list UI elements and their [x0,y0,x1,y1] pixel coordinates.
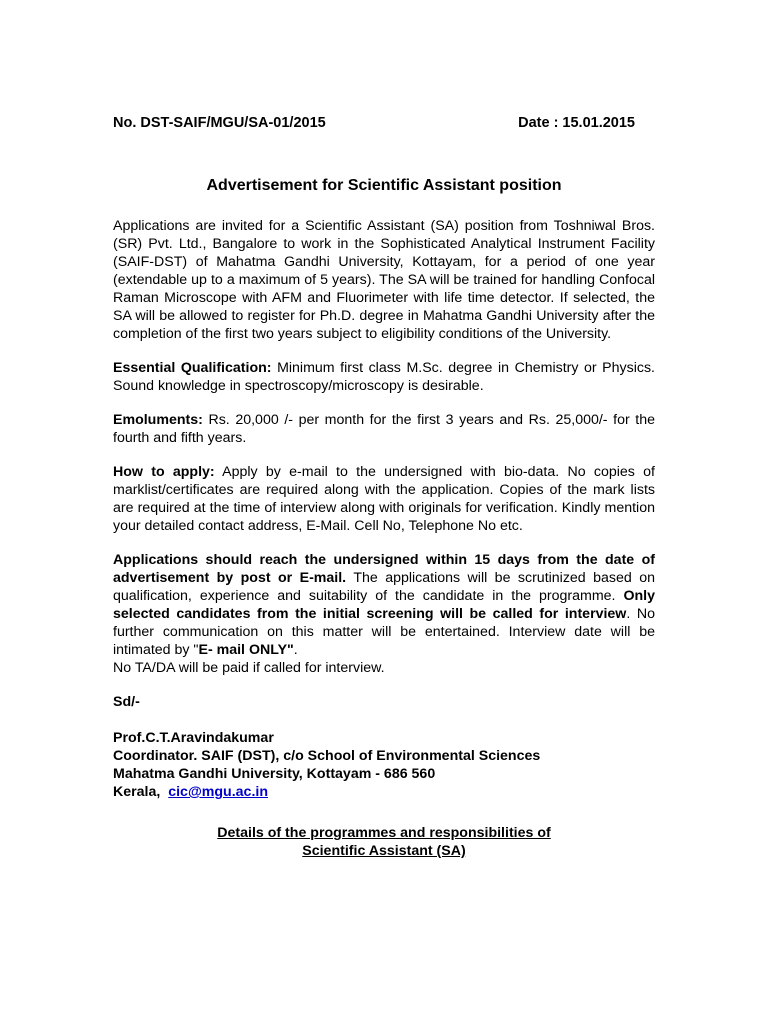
signature-sd: Sd/- [113,694,140,710]
signatory-state-line [113,783,655,801]
emoluments-paragraph [113,411,655,447]
applications-text-2: . No further communication on this matter will be entertained. Interview date will be intimated by " [113,606,655,658]
how-to-apply-paragraph [113,463,655,535]
signatory-designation: Coordinator. SAIF (DST), c/o School of Environmental Sciences [113,748,541,764]
how-to-apply-text: Apply by e-mail to the undersigned with bio-data. No copies of marklist/certificates are required along with the application. Copies of the mark lists are required at the time of interview along with originals for verification. Kindly mention your detailed contact address, E-Mail. Cell No, Telephone No etc. [113,464,655,534]
reference-number: No. DST-SAIF/MGU/SA-01/2015 [113,115,326,131]
emoluments-text: Rs. 20,000 /- per month for the first 3 years and Rs. 25,000/- for the fourth and fifth years. [113,412,655,446]
document-body [113,217,655,860]
details-heading-line-1: Details of the programmes and responsibilities of [217,825,551,841]
applications-text-3: . [293,642,298,658]
signatory-name: Prof.C.T.Aravindakumar [113,730,274,746]
how-to-apply-label: How to apply: [113,464,215,480]
email-link[interactable]: cic@mgu.ac.in [168,784,268,800]
applications-email-only: E- mail ONLY" [198,642,294,658]
details-heading-line-2: Scientific Assistant (SA) [302,843,466,859]
qualification-text: Minimum first class M.Sc. degree in Chemistry or Physics. Sound knowledge in spectroscopy/microscopy is desirable. [113,360,656,394]
signatory-state: Kerala, [113,784,161,800]
applications-paragraph [113,551,655,677]
intro-paragraph: Applications are invited for a Scientific Assistant (SA) position from Toshniwal Bros.(SR) Pvt. Ltd., Bangalore to work in the Sophisticated Analytical Instrument Facility (SAIF-DST) of Mahatma Gandhi University, Kottayam, for a period of one year (extendable up to a maximum of 5 years). The SA will be trained for handling Confocal Raman Microscope with AFM and Fluorimeter with life time detector. If selected, the SA will be allowed to register for Ph.D. degree in Mahatma Gandhi University after the completion of the first two years subject to eligibility conditions of the University. [113,218,655,342]
signature-block [113,693,655,801]
qualification-paragraph [113,359,655,395]
qualification-label: Essential Qualification: [113,360,272,376]
document-date: Date : 15.01.2015 [518,115,635,131]
emoluments-label: Emoluments: [113,412,203,428]
applications-deadline: Applications should reach the undersigned within 15 days from the date of advertisement by post or E-mail. [113,552,655,586]
reference-line [113,115,635,131]
page-title: Advertisement for Scientific Assistant position [206,177,562,194]
details-heading [113,824,655,860]
no-tada-note: No TA/DA will be paid if called for interview. [113,660,385,676]
applications-text-1: The applications will be scrutinized based on qualification, experience and suitability of the candidate in the programme. [113,570,655,604]
signatory-address: Mahatma Gandhi University, Kottayam - 686 560 [113,766,436,782]
applications-shortlist-note: Only selected candidates from the initial screening will be called for interview [113,588,655,622]
